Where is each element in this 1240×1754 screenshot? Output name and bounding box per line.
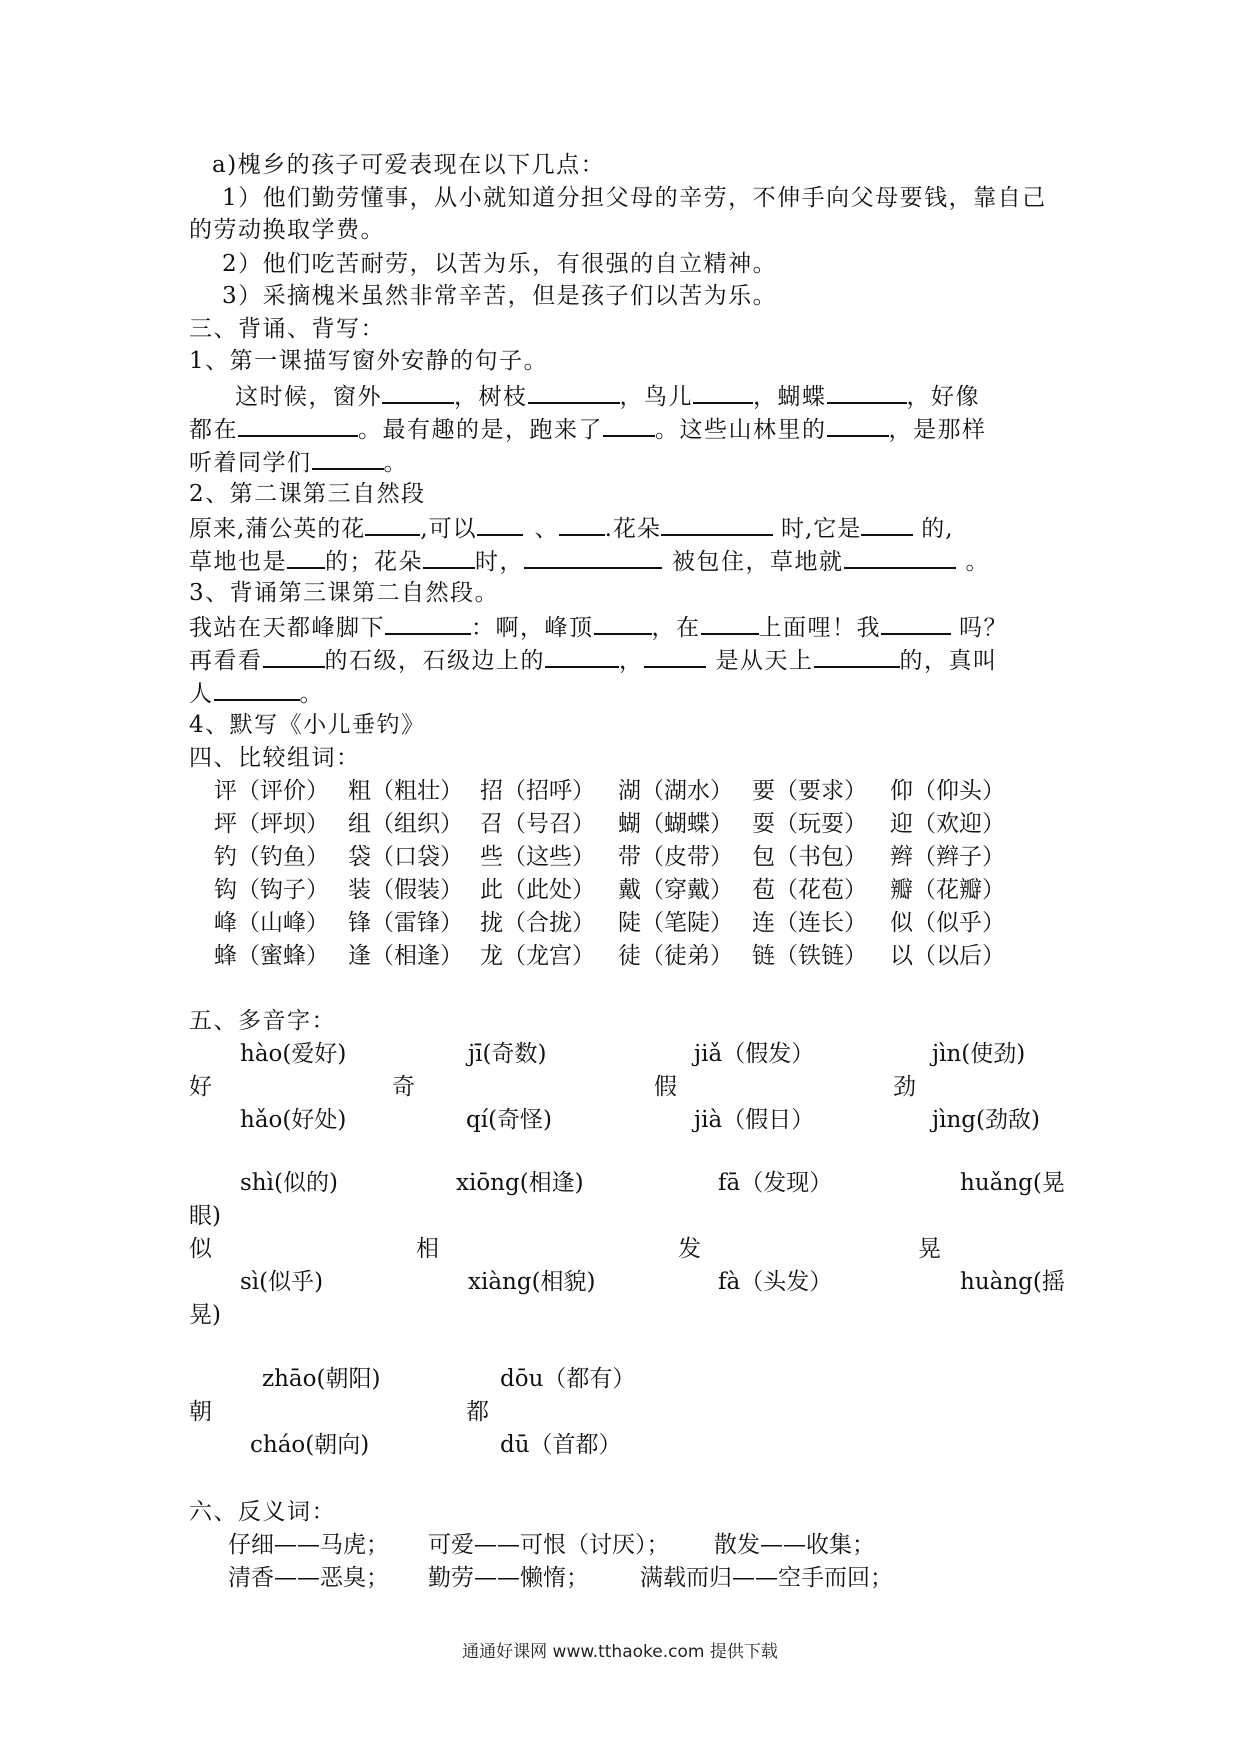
pinyin-reading: jī(奇数) [468, 1041, 547, 1067]
pinyin-reading: hǎo(好处) [240, 1107, 347, 1133]
q1-line-1: 这时候，窗外 ，树枝 ，鸟儿 ，蝴蝶 ，好像 [235, 380, 980, 412]
blank[interactable] [827, 380, 907, 404]
antonym-1: 仔细——马虎； [228, 1532, 389, 1558]
compare-word: 装（假装） [348, 877, 463, 903]
blank[interactable] [365, 512, 420, 536]
blank[interactable] [644, 644, 706, 668]
compare-word: 苞（花苞） [752, 877, 867, 903]
pinyin-reading: jià（假日） [694, 1107, 815, 1133]
compare-word: 招（招呼） [480, 778, 595, 804]
compare-word: 蝴（蝴蝶） [618, 811, 733, 837]
compare-word: 连（连长） [752, 910, 867, 936]
section-6-heading: 六、反义词： [189, 1499, 336, 1525]
q2-line-2: 草地也是 的；花朵 时， 被包住，草地就 。 [189, 545, 990, 577]
compare-word: 要（要求） [752, 778, 867, 804]
compare-word: 链（铁链） [752, 943, 867, 969]
pinyin-reading: fà（头发） [718, 1269, 833, 1295]
compare-word: 锋（雷锋） [348, 910, 463, 936]
blank[interactable] [693, 380, 753, 404]
q3-line-3: 人 。 [189, 677, 324, 709]
compare-word: 粗（粗壮） [348, 778, 463, 804]
q3-line-1: 我站在天都峰脚下 ：啊，峰顶 ，在 上面哩！我 吗？ [189, 611, 1008, 643]
blank[interactable] [382, 380, 454, 404]
antonym-3: 散发——收集； [714, 1532, 875, 1558]
pinyin-reading: jìn(使劲) [932, 1041, 1026, 1067]
q2-line-1: 原来,蒲公英的花 ,可以 、 .花朵 时,它是 的, [189, 512, 954, 544]
section-3-heading: 三、背诵、背写： [189, 316, 385, 342]
section-5-heading: 五、多音字： [189, 1008, 336, 1034]
blank[interactable] [312, 446, 384, 470]
compare-word: 峰（山峰） [214, 910, 329, 936]
antonym-4: 清香——恶臭； [228, 1565, 389, 1591]
pinyin-reading: huàng(摇 [960, 1269, 1065, 1295]
blank[interactable] [385, 611, 471, 635]
blank[interactable] [881, 611, 951, 635]
blank[interactable] [263, 644, 325, 668]
compare-word: 钩（钩子） [214, 877, 329, 903]
compare-word: 组（组织） [348, 811, 463, 837]
pinyin-reading: xiàng(相貌) [468, 1269, 596, 1295]
q1-line-3: 听着同学们 。 [189, 446, 408, 478]
pinyin-reading: fā（发现） [718, 1170, 833, 1196]
polyphonic-char: 劲 [893, 1074, 916, 1100]
compare-word: 辫（辫子） [890, 844, 1005, 870]
section-a-heading: a)槐乡的孩子可爱表现在以下几点： [212, 152, 606, 178]
compare-word: 似（似乎） [890, 910, 1005, 936]
compare-word: 逢（相逢） [348, 943, 463, 969]
compare-word: 戴（穿戴） [618, 877, 733, 903]
compare-word: 耍（玩耍） [752, 811, 867, 837]
point-3: 3）采摘槐米虽然非常辛苦，但是孩子们以苦为乐。 [222, 283, 778, 309]
pinyin-reading: dōu（都有） [500, 1366, 636, 1392]
q3-title: 3、背诵第三课第二自然段。 [189, 580, 500, 606]
compare-word: 评（评价） [214, 778, 329, 804]
polyphonic-char: 好 [189, 1074, 212, 1100]
polyphonic-char: 相 [416, 1236, 439, 1262]
compare-word: 些（这些） [480, 844, 595, 870]
compare-word: 以（以后） [890, 943, 1005, 969]
blank[interactable] [477, 512, 523, 536]
point-1-line-1: 1）他们勤劳懂事，从小就知道分担父母的辛劳，不伸手向父母要钱，靠自己 [222, 185, 1047, 211]
point-1-line-2: 的劳动换取学费。 [189, 217, 385, 243]
pinyin-reading: jiǎ（假发） [694, 1041, 815, 1067]
polyphonic-char: 朝 [189, 1399, 212, 1425]
compare-word: 召（号召） [480, 811, 595, 837]
blank[interactable] [861, 512, 913, 536]
compare-word: 瓣（花瓣） [890, 877, 1005, 903]
q1-title: 1、第一课描写窗外安静的句子。 [189, 348, 549, 374]
pinyin-reading: dū（首都） [500, 1432, 622, 1458]
blank[interactable] [238, 413, 358, 437]
compare-word: 徒（徒弟） [618, 943, 733, 969]
blank[interactable] [844, 545, 956, 569]
compare-word: 迎（欢迎） [890, 811, 1005, 837]
blank[interactable] [528, 380, 620, 404]
pinyin-reading: shì(似的) [240, 1170, 338, 1196]
pinyin-reading: huǎng(晃 [960, 1170, 1065, 1196]
compare-word: 坪（坪坝） [214, 811, 329, 837]
q2-title: 2、第二课第三自然段 [189, 481, 426, 507]
antonym-2: 可爱——可恨（讨厌）； [428, 1532, 670, 1558]
polyphonic-char: 奇 [392, 1074, 415, 1100]
compare-word: 此（此处） [480, 877, 595, 903]
polyphonic-char: 似 [189, 1236, 212, 1262]
blank[interactable] [559, 512, 605, 536]
pinyin-wrap: 晃) [189, 1302, 221, 1328]
blank[interactable] [827, 413, 889, 437]
pinyin-reading: sì(似乎) [240, 1269, 324, 1295]
blank[interactable] [661, 512, 773, 536]
q4-title: 4、默写《小儿垂钓》 [189, 712, 426, 738]
blank[interactable] [287, 545, 325, 569]
section-4-heading: 四、比较组词： [189, 745, 361, 771]
q1-line-2: 都在 。最有趣的是，跑来了 。这些山林里的 ，是那样 [189, 413, 987, 445]
q3-line-2: 再看看 的石级，石级边上的 ， 是从天上 的，真叫 [189, 644, 998, 676]
pinyin-reading: qí(奇怪) [466, 1107, 553, 1133]
antonym-6: 满载而归——空手而回； [640, 1565, 893, 1591]
pinyin-wrap: 眼) [189, 1203, 221, 1229]
blank[interactable] [545, 644, 619, 668]
compare-word: 陡（笔陡） [618, 910, 733, 936]
compare-word: 钓（钓鱼） [214, 844, 329, 870]
pinyin-reading: jìng(劲敌) [932, 1107, 1040, 1133]
blank[interactable] [423, 545, 475, 569]
compare-word: 包（书包） [752, 844, 867, 870]
polyphonic-char: 都 [466, 1399, 489, 1425]
compare-word: 带（皮带） [618, 844, 733, 870]
pinyin-reading: hào(爱好) [240, 1041, 347, 1067]
compare-word: 袋（口袋） [348, 844, 463, 870]
footer-credit: 通通好课网 www.tthaoke.com 提供下载 [462, 1642, 778, 1662]
blank[interactable] [524, 545, 662, 569]
blank[interactable] [814, 644, 900, 668]
pinyin-reading: xiōng(相逢) [456, 1170, 584, 1196]
blank[interactable] [701, 611, 759, 635]
polyphonic-char: 发 [678, 1236, 701, 1262]
compare-word: 拢（合拢） [480, 910, 595, 936]
antonym-5: 勤劳——懒惰； [428, 1565, 589, 1591]
compare-word: 湖（湖水） [618, 778, 733, 804]
pinyin-reading: zhāo(朝阳) [262, 1366, 381, 1392]
pinyin-reading: cháo(朝向) [250, 1432, 370, 1458]
compare-word: 龙（龙宫） [480, 943, 595, 969]
point-2: 2）他们吃苦耐劳，以苦为乐，有很强的自立精神。 [222, 251, 778, 277]
compare-word: 仰（仰头） [890, 778, 1005, 804]
polyphonic-char: 晃 [918, 1236, 941, 1262]
polyphonic-char: 假 [654, 1074, 677, 1100]
compare-word: 蜂（蜜蜂） [214, 943, 329, 969]
blank[interactable] [603, 413, 655, 437]
blank[interactable] [214, 677, 300, 701]
blank[interactable] [594, 611, 652, 635]
